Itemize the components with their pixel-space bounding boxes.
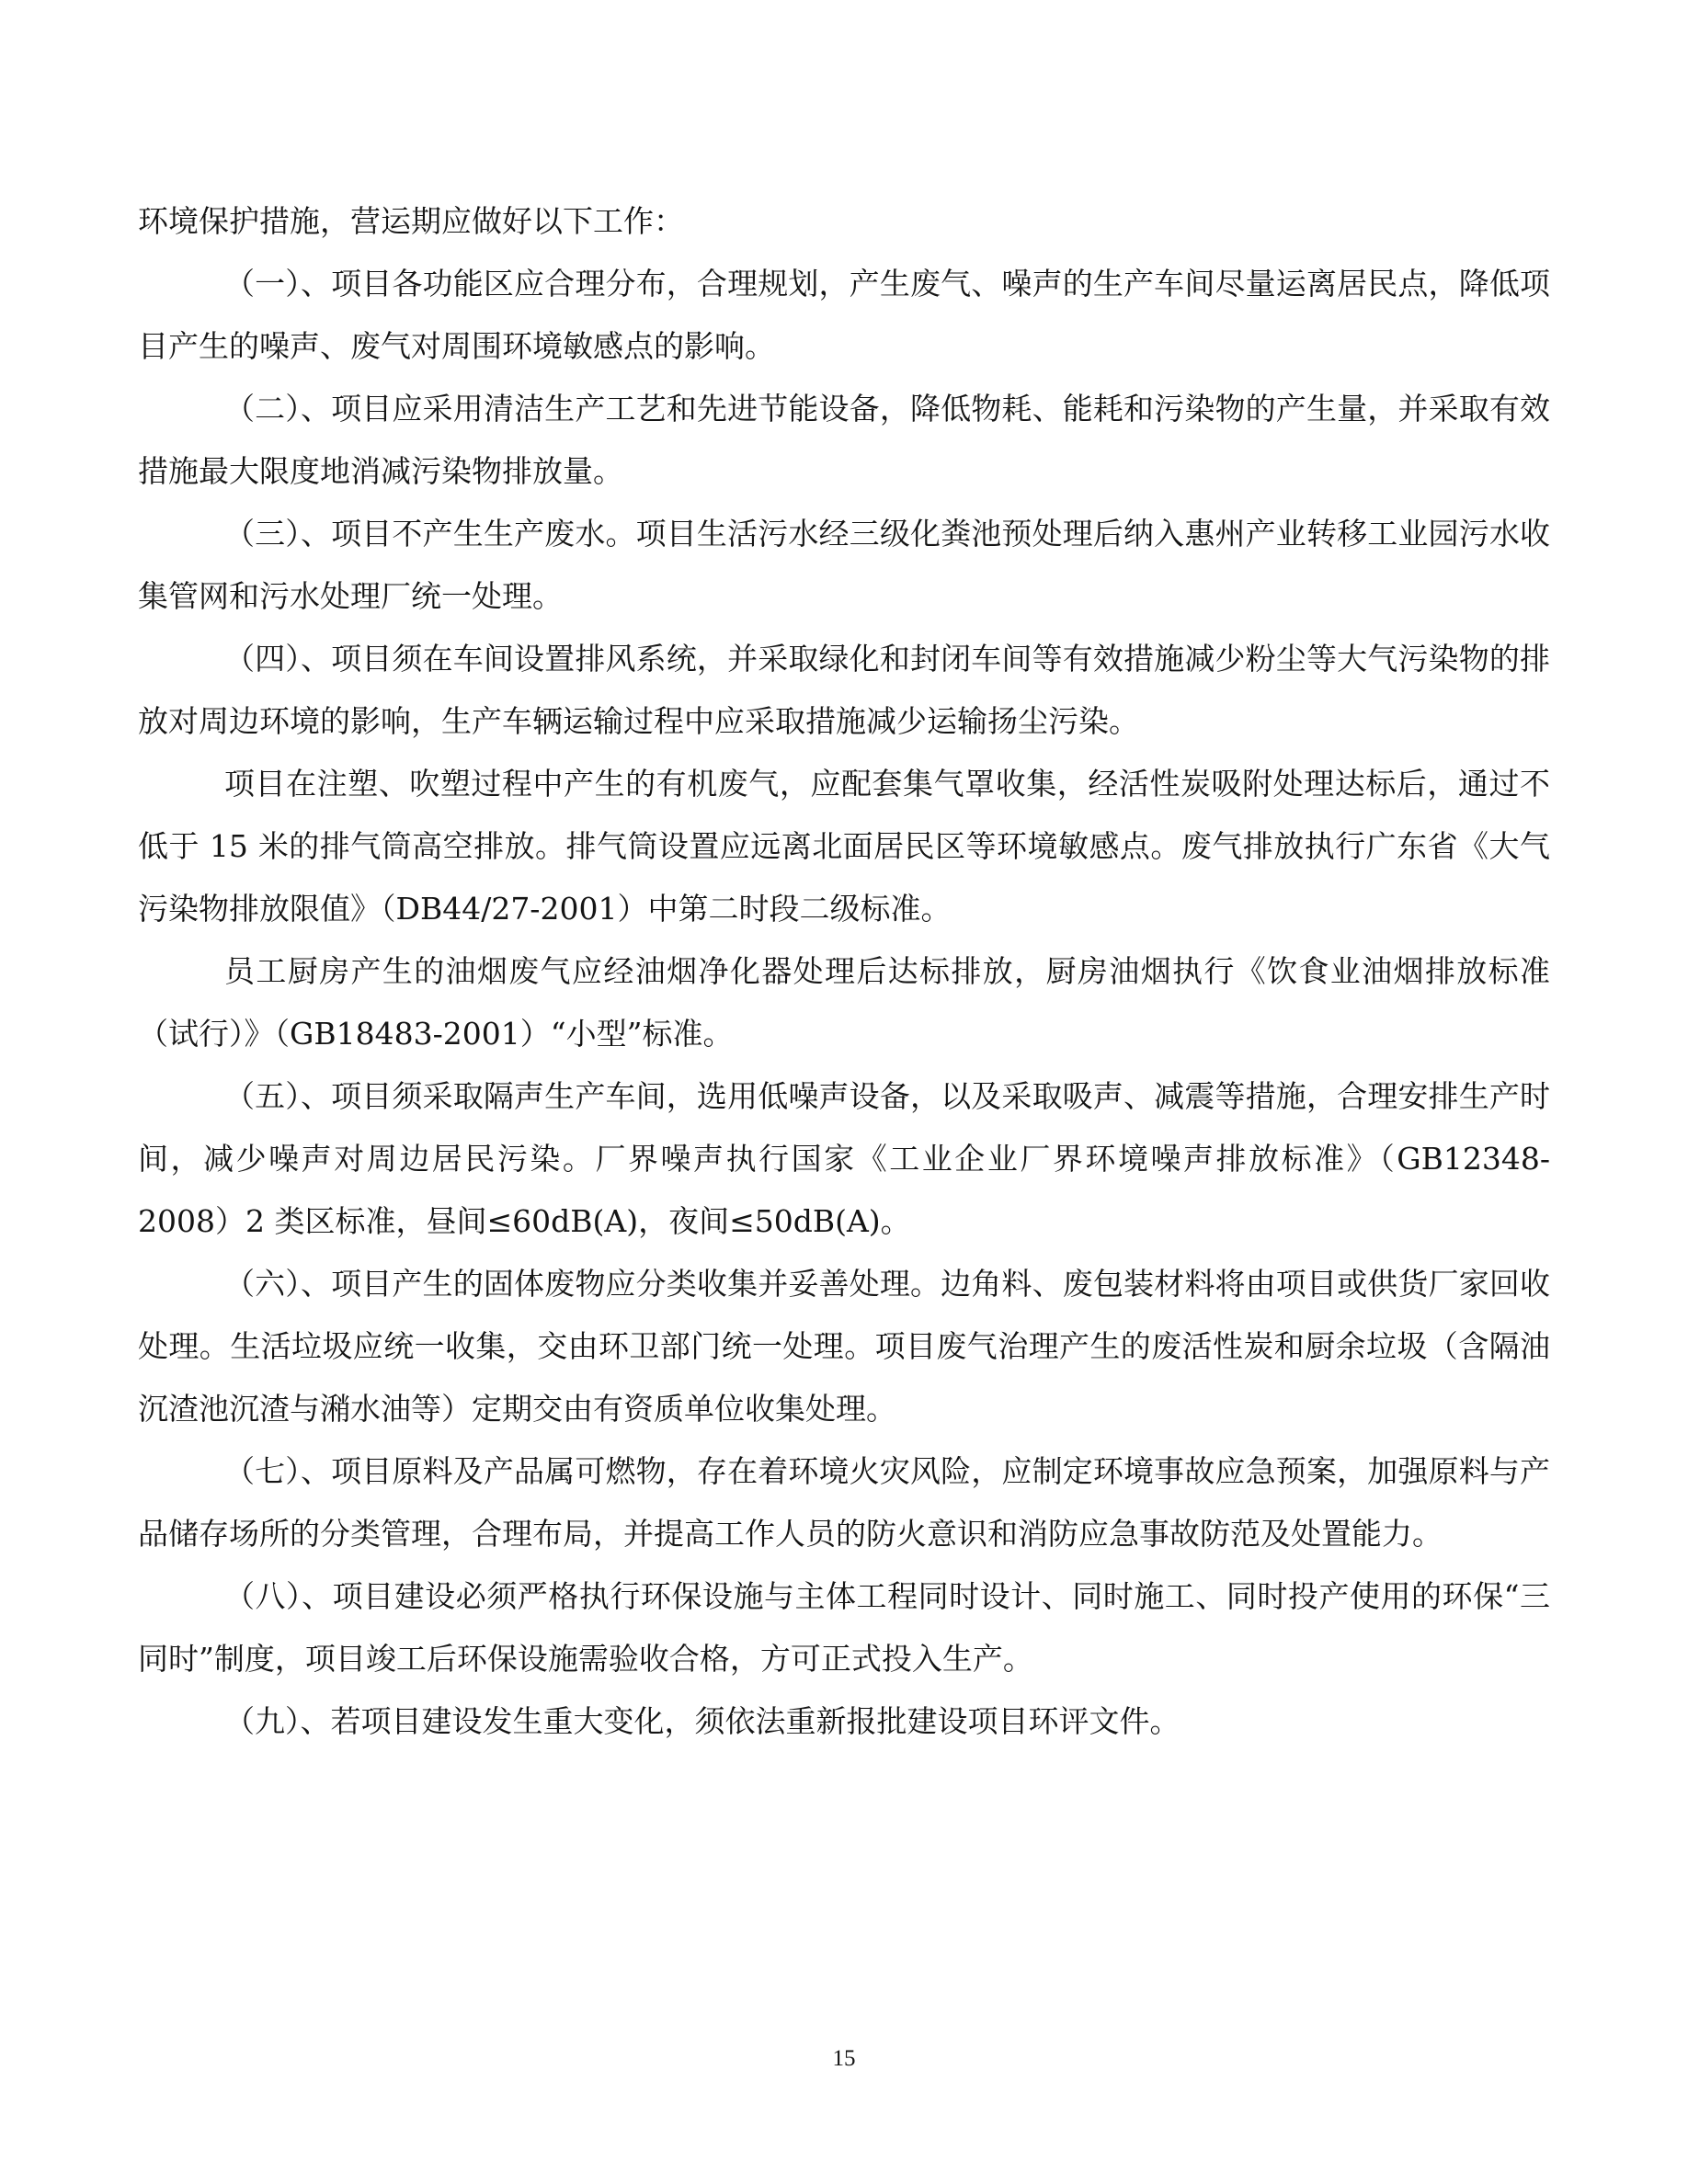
paragraph-kitchen-fumes: 员工厨房产生的油烟废气应经油烟净化器处理后达标排放，厨房油烟执行《饮食业油烟排放标准（试行）》（GB18483-2001）“小型”标准。 bbox=[138, 953, 1550, 1052]
paragraph-item-8: （八）、项目建设必须严格执行环保设施与主体工程同时设计、同时施工、同时投产使用的环保“三同时”制度，项目竣工后环保设施需验收合格，方可正式投入生产。 bbox=[138, 1578, 1550, 1677]
paragraph-item-3: （三）、项目不产生生产废水。项目生活污水经三级化粪池预处理后纳入惠州产业转移工业园污水收集管网和污水处理厂统一处理。 bbox=[138, 516, 1550, 614]
document-body bbox=[138, 190, 1550, 1753]
paragraph-item-5: （五）、项目须采取隔声生产车间，选用低噪声设备，以及采取吸声、减震等措施，合理安排生产时间，减少噪声对周边居民污染。厂界噪声执行国家《工业企业厂界环境噪声排放标准》（GB12348-2008）2 类区标准，昼间≤60dB(A)，夜间≤50dB(A)。 bbox=[138, 1078, 1550, 1239]
page-number: 15 bbox=[832, 2046, 856, 2071]
paragraph-item-6: （六）、项目产生的固体废物应分类收集并妥善处理。边角料、废包装材料将由项目或供货厂家回收处理。生活垃圾应统一收集，交由环卫部门统一处理。项目废气治理产生的废活性炭和厨余垃圾（含隔油沉渣池沉渣与潲水油等）定期交由有资质单位收集处理。 bbox=[138, 1266, 1550, 1427]
paragraph-organic-gas: 项目在注塑、吹塑过程中产生的有机废气，应配套集气罩收集，经活性炭吸附处理达标后，通过不低于 15 米的排气筒高空排放。排气筒设置应远离北面居民区等环境敏感点。废气排放执行广东省《大气污染物排放限值》（DB44/27-2001）中第二时段二级标准。 bbox=[138, 766, 1550, 927]
paragraph-item-7: （七）、项目原料及产品属可燃物，存在着环境火灾风险，应制定环境事故应急预案，加强原料与产品储存场所的分类管理，合理布局，并提高工作人员的防火意识和消防应急事故防范及处置能力。 bbox=[138, 1453, 1550, 1552]
paragraph-item-4: （四）、项目须在车间设置排风系统，并采取绿化和封闭车间等有效措施减少粉尘等大气污染物的排放对周边环境的影响，生产车辆运输过程中应采取措施减少运输扬尘污染。 bbox=[138, 641, 1550, 739]
paragraph-item-1: （一）、项目各功能区应合理分布，合理规划，产生废气、噪声的生产车间尽量运离居民点，降低项目产生的噪声、废气对周围环境敏感点的影响。 bbox=[138, 266, 1550, 364]
paragraph-item-2: （二）、项目应采用清洁生产工艺和先进节能设备，降低物耗、能耗和污染物的产生量，并采取有效措施最大限度地消减污染物排放量。 bbox=[138, 391, 1550, 489]
paragraph-item-9: （九）、若项目建设发生重大变化，须依法重新报批建设项目环评文件。 bbox=[224, 1703, 1180, 1739]
paragraph-intro: 环境保护措施，营运期应做好以下工作： bbox=[138, 203, 684, 239]
